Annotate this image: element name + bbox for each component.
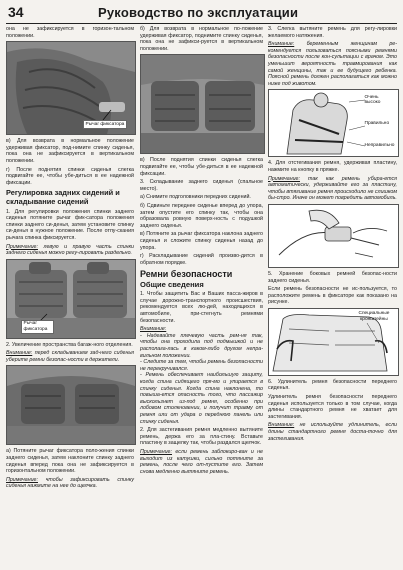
- paragraph: г) Раскладывание сидений произво-дится в обратном порядке.: [140, 253, 263, 266]
- paragraph: а) Потяните рычаг фиксатора поло-жения спинки заднего сиденья, затем наклоните спинку заднего сиденья вперед пока она не зафиксируется в горизонтальном положении.: [6, 448, 134, 475]
- warning-lead: Внимание:: [268, 41, 295, 48]
- warning-lead: Внимание:: [6, 350, 33, 357]
- bracket-label-line1: Специальные: [358, 311, 390, 317]
- buckle-illustration: [268, 204, 399, 268]
- paragraph: в) Потяните за рычаг фиксатора наклона заднего сиденья и сложите спинку сиденья назад до упора.: [140, 231, 263, 251]
- paragraph: 4. Для отстегивания ремня, удерживая пластину, нажмите на кнопку в пряжке.: [268, 160, 397, 173]
- paragraph: Удлинитель ремня безопасности переднего сиденья используется только в том случае, когда длины стандартного ремня не хватает для застегивания.: [268, 394, 397, 420]
- paragraph: 2. Увеличение пространства багаж-ного отделения.: [6, 341, 133, 348]
- seat-fold-photo: [140, 54, 265, 154]
- paragraph: 1. Для регулировки положения спинки заднего сиденья потяните рычаг фик-сатора положения спинки заднего си-денья, затем установите спинку си-денья в нужное положение. После отпу-скания рычага спинка фиксируется.: [6, 208, 134, 241]
- paragraph: 6. Удлинитель ремня безопасности переднего сиденья.: [268, 378, 397, 392]
- paragraph: г) После поднятия спинки сиденья слегка подвигайте ее, чтобы убе-диться в ее надежной фиксации.: [6, 166, 134, 186]
- folded-seat-image: [7, 366, 135, 444]
- column-left: [6, 26, 134, 566]
- warning-lead: Внимание:: [268, 422, 295, 429]
- label-too-high: Очень высоко: [364, 94, 381, 106]
- note-text: чтобы зафиксировать спинку сиденья нажмите на нее до щелчка.: [6, 476, 134, 490]
- paragraph: 2. Для застегивания ремня медленно вытяните ремень, держа его за пла-стину. Вставьте пластину в защелку так, чтобы раздался щелчок.: [140, 427, 263, 447]
- folded-seat-photo: [6, 365, 136, 445]
- paragraph: 3. Слегка вытяните ремень для регу-лировки желаемого натяжения.: [268, 26, 397, 39]
- bracket-label: [357, 311, 391, 323]
- label-incorrect: Неправильно: [364, 142, 395, 148]
- note-lead: Примечание:: [6, 476, 38, 483]
- paragraph: а) Снимите подголовники передних сидений.: [140, 194, 251, 201]
- paragraph: 3. Складывание заднего сиденья (спальное место).: [140, 179, 263, 192]
- note-lead: Примечание:: [6, 243, 38, 250]
- bracket-label-line2: кронштейны: [360, 316, 388, 322]
- warning-item: - Ремень обеспечивает наибольшую защиту, когда спина сидящего пря-мо и упирается в спинку сиденья. Когда спина наклонена, то повыша-ется опасность того, что пассажир выскользнет из-под ремня, особенно при лобовом столкновении, и получит травму от ремня или от удара о переднюю панель или спинку сиденья.: [140, 372, 263, 425]
- warning: [6, 350, 134, 363]
- column-right: [268, 26, 397, 566]
- warning: [268, 422, 397, 442]
- warning-lead: Внимание:: [140, 326, 167, 333]
- lever-caption: Рычаг фиксатора: [21, 320, 54, 334]
- label-correct: Правильно: [364, 120, 390, 126]
- warning: [268, 41, 397, 87]
- note: [140, 449, 263, 475]
- warning-text: не используйте удлинитель, если длины стандартного ремня доста-точно для застегивания.: [268, 422, 397, 442]
- note-lead: Примечание:: [140, 448, 172, 455]
- paragraph: Если ремень безопасности не ис-пользуется, то расположите ремень в фиксаторе как показано на рисунке.: [268, 286, 397, 306]
- note: [268, 176, 397, 202]
- warning-block: [140, 326, 263, 425]
- page-title: Руководство по эксплуатации: [98, 5, 299, 20]
- note: [6, 244, 134, 257]
- note-lead: Примечание:: [268, 175, 300, 182]
- warning-item: - Следите за тем, чтобы ремень безопасности не перекручивался.: [140, 359, 263, 372]
- paragraph: в) После поднятия спинки сиденья слегка подвигайте ее, чтобы убе-диться в ее надежной фиксации.: [140, 157, 263, 177]
- rear-seat-photo: [6, 259, 136, 339]
- lever-caption: Рычаг фиксатора: [83, 120, 127, 128]
- page-number: 34: [8, 4, 24, 20]
- buckle-image: [269, 205, 398, 267]
- warning-item: - Надевайте плечевую часть рем-ня так, чтобы она проходила под подмышкой и не располага-лась в каком-либо другом непра-вильном положении.: [140, 332, 263, 359]
- paragraph: в) Для возврата в нормальное положение удерживая фиксатор, под-нимите спинку сиденья, пока она не зафиксируется в вертикальном положении.: [6, 138, 134, 164]
- warning-text: беременным женщинам ре-комендуется пользоваться поясными ремнями безопасности после кон-сультации с врачом. Это уменьшит вероятность травмирования как самой женщины, так и ее будущего ребенка. Поясной ремень должен располагаться как можно ниже под животом.: [268, 41, 397, 87]
- belt-position-illustration: [268, 89, 399, 157]
- warning-text: перед складыванием зад-него сиденья уберите ремни безопас-ности в держатели.: [6, 350, 134, 363]
- paragraph: б) Для возврата в нормальное по-ложение удерживая фиксатор, поднимите спинку сиденья, пока она не зафикси-руется в вертикальном положении.: [140, 26, 263, 52]
- note: [6, 477, 134, 490]
- note-text: левую и правую часть спинки заднего сиденья можно регу-лировать раздельно.: [6, 243, 134, 257]
- note-text: так как ремень убира-ется автоматически, удерживайте его за пластину, чтобы втягивание ремня происходило не слишком бы-стро. Иначе он может повредить автомобиль.: [268, 175, 397, 202]
- paragraph: она не зафиксируется в горизон-тальном положении.: [6, 26, 134, 39]
- page-header: [6, 3, 397, 24]
- seat-lever-photo: [6, 41, 136, 135]
- paragraph: 1. Чтобы защитить Вас и Ваших пасса-жиров в случае дорожно-транспортного происшествия, рекомендуется всех лю-дей, находящихся в автомобиле, при-стегнуть ремнями безопасности.: [140, 291, 263, 324]
- paragraph: б) Сдвиньте переднее сиденье вперед до упора, затем опустите его спинку так, чтобы она образовала ровную поверх-ность с подушкой заднего сиденья.: [140, 202, 263, 229]
- column-middle: [140, 26, 263, 566]
- subsection-title: Общие сведения: [140, 280, 204, 290]
- section-heading: Регулировка задних сидений и складывание сидений: [6, 188, 120, 206]
- note-text: если ремень заблокиро-ван и не выходит из катушки, сильно потяните за ремень, после чего от-пустите его. Затем снова медленно вытяните ремень.: [140, 448, 263, 475]
- belt-storage-illustration: [268, 308, 399, 376]
- paragraph: 5. Хранение боковых ремней безопас-ности заднего сиденья.: [268, 270, 397, 284]
- seat-fold-image: [141, 55, 264, 153]
- section-title: Ремни безопасности: [140, 269, 233, 280]
